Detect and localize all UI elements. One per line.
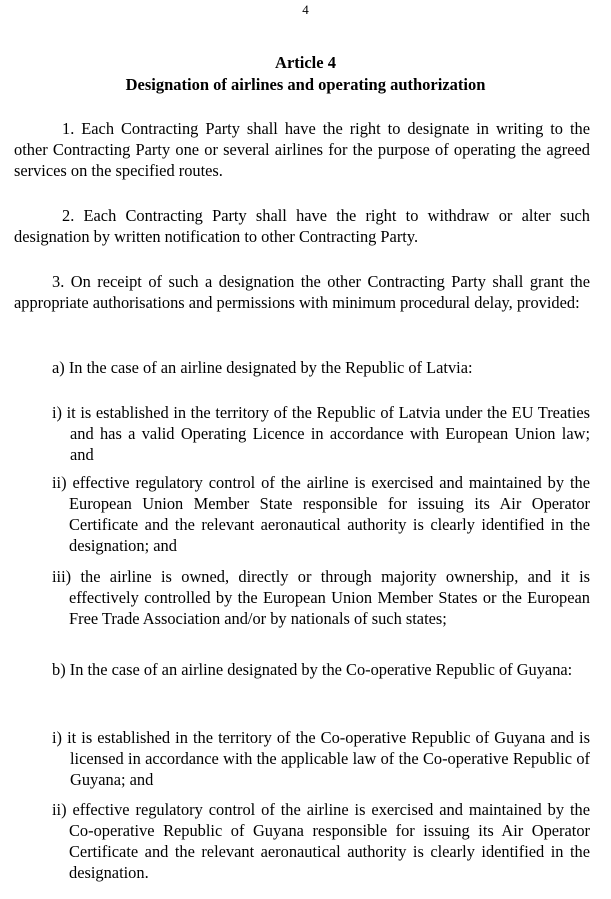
page-number: 4 — [302, 2, 309, 17]
article-heading: Article 4 — [275, 53, 336, 72]
case-a-item-3: iii) the airline is owned, directly or through majority ownership, and it is effectively controlled by the European Union Member States or the European Free Trade Association and/or by nationals of such states; — [52, 567, 590, 628]
case-b-item-1: i) it is established in the territory of the Co-operative Republic of Guyana and is licensed in accordance with the applicable law of the Co-operative Republic of Guyana; and — [52, 728, 590, 789]
case-b-heading: b) In the case of an airline designated by the Co-operative Republic of Guyana: — [52, 660, 573, 679]
case-a-heading: a) In the case of an airline designated by the Republic of Latvia: — [52, 358, 473, 377]
case-a-item-2: ii) effective regulatory control of the airline is exercised and maintained by the European Union Member State responsible for issuing its Air Operator Certificate and the relevant aeronautical authority is clearly identified in the designation; and — [52, 473, 590, 555]
paragraph-3: 3. On receipt of such a designation the other Contracting Party shall grant the appropriate authorisations and permissions with minimum procedural delay, provided: — [14, 272, 590, 312]
paragraph-1: 1. Each Contracting Party shall have the right to designate in writing to the other Contracting Party one or several airlines for the purpose of operating the agreed services on the specified routes. — [14, 119, 590, 180]
case-a-item-1: i) it is established in the territory of the Republic of Latvia under the EU Treaties and has a valid Operating Licence in accordance with European Union law; and — [52, 403, 590, 464]
case-b-item-2: ii) effective regulatory control of the airline is exercised and maintained by the Co-operative Republic of Guyana responsible for issuing its Air Operator Certificate and the relevant aeronautical authority is clearly identified in the designation. — [52, 800, 590, 882]
article-subheading: Designation of airlines and operating authorization — [125, 75, 486, 94]
paragraph-2: 2. Each Contracting Party shall have the right to withdraw or alter such designation by written notification to other Contracting Party. — [14, 206, 590, 246]
